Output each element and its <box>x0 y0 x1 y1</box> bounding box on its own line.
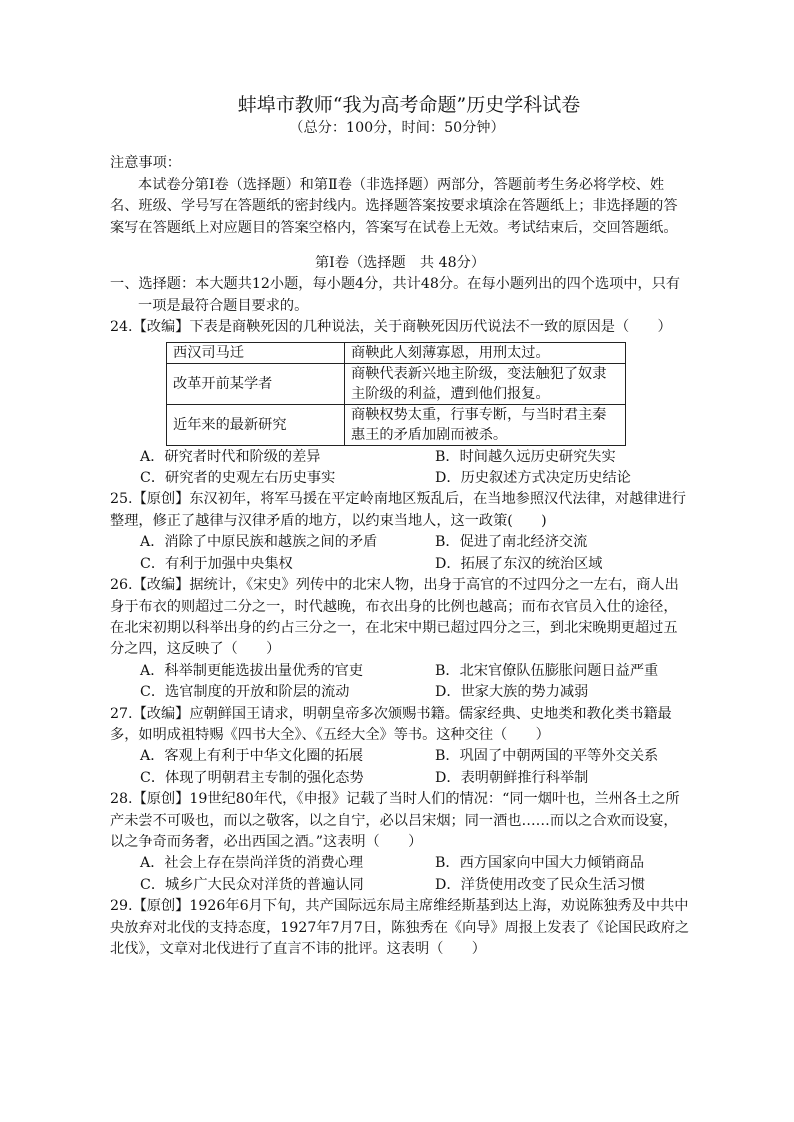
option-a: A．社会上存在崇尚洋货的消费心理 <box>140 855 364 872</box>
question-text: 28.【原创】19世纪80年代，《申报》记载了当时人们的情况：“同一烟叶也，兰州各土之所产未尝不可吸也，而以之敬客，以之自宁，必以吕宋烟；同一酒也……而以之合欢而设宴，以之争奇而务奢，必出西国之酒。”这表明（ ） <box>110 791 680 850</box>
option-b: B．西方国家向中国大力倾销商品 <box>435 855 645 872</box>
exam-page <box>110 92 690 960</box>
death-cause-table <box>166 342 626 446</box>
options <box>140 661 690 704</box>
notice-body: 本试卷分第Ⅰ卷（选择题）和第Ⅱ卷（非选择题）两部分，答题前考生务必将学校、姓名、班级、学号写在答题纸的密封线内。选择题答案按要求填涂在答题纸上；非选择题的答案写在答题纸上对应题目的答案空格内，答案写在试卷上无效。考试结束后，交回答题纸。 <box>110 176 678 236</box>
notice-heading: 注意事项： <box>110 155 181 172</box>
question-text: 26.【改编】据统计，《宋史》列传中的北宋人物，出身于高官的不过四分之一左右，商人出身于布衣的则超过二分之一，时代越晚，布衣出身的比例也越高；而布衣官员入仕的途径，在北宋初期以科举出身的约占三分之一，在北宋中期已超过四分之三，到北宋晚期更超过五分之四，这反映了（ ） <box>110 577 679 658</box>
page-title: 蚌埠市教师“我为高考命题”历史学科试卷 <box>237 94 581 116</box>
question-24 <box>110 317 690 489</box>
table-cell: 改革开前某学者 <box>167 363 345 404</box>
option-c: C．体现了明朝君主专制的强化态势 <box>140 769 364 786</box>
section-title: 第Ⅰ卷（选择题 共 48分） <box>314 255 486 272</box>
option-a: A．科举制更能选拔出量优秀的官吏 <box>140 662 364 679</box>
option-b: B．北宋官僚队伍膨胀问题日益严重 <box>435 662 659 679</box>
options <box>140 853 690 896</box>
section-instruction: 一、选择题：本大题共12小题，每小题4分，共计48分。在每小题列出的四个选项中，只有一项是最符合题目要求的。 <box>110 276 681 314</box>
option-b: B．促进了南北经济交流 <box>435 534 588 551</box>
table-cell: 商鞅权势太重，行事专断，与当时君主秦惠王的矛盾加剧而被杀。 <box>345 404 626 445</box>
option-a: A．研究者时代和阶级的差异 <box>140 448 321 465</box>
question-number: 28. <box>110 791 133 808</box>
question-27 <box>110 704 690 790</box>
options <box>140 746 690 789</box>
table-row <box>167 363 626 404</box>
question-29 <box>110 896 690 960</box>
question-28 <box>110 789 690 896</box>
question-text: 29.【原创】1926年6月下旬，共产国际远东局主席维经斯基到达上海，劝说陈独秀及中共中央放弃对北伐的支持态度，1927年7月7日，陈独秀在《向导》周报上发表了《论国民政府之北伐》，文章对北伐进行了直言不讳的批评。这表明（ ） <box>110 898 690 957</box>
question-text: 24.【改编】下表是商鞅死因的几种说法，关于商鞅死因历代说法不一致的原因是（ ） <box>110 319 672 336</box>
option-c: C．研究者的史观左右历史事实 <box>140 470 336 487</box>
question-number: 24. <box>110 319 133 336</box>
question-25 <box>110 489 690 575</box>
page-subtitle: （总分：100分，时间：50分钟） <box>289 120 505 136</box>
option-d: D．历史叙述方式决定历史结论 <box>435 470 631 487</box>
option-d: D．洋货使用改变了民众生活习惯 <box>435 876 646 893</box>
option-c: C．选官制度的开放和阶层的流动 <box>140 684 350 701</box>
option-d: D．世家大族的势力减弱 <box>435 684 589 701</box>
question-text: 27.【改编】应朝鲜国王请求，明朝皇帝多次颁赐书籍。儒家经典、史地类和教化类书籍最多，如明成祖特赐《四书大全》、《五经大全》等书。这种交往（ ） <box>110 705 672 743</box>
question-number: 29. <box>110 898 133 915</box>
option-d: D．表明朝鲜推行科举制 <box>435 769 589 786</box>
options <box>140 532 690 575</box>
table-cell: 西汉司马迁 <box>167 342 345 363</box>
option-c: C．城乡广大民众对洋货的普遍认同 <box>140 876 364 893</box>
options <box>140 447 690 490</box>
question-number: 26. <box>110 577 133 594</box>
option-a: A．客观上有利于中华文化圈的拓展 <box>140 748 364 765</box>
option-d: D．拓展了东汉的统治区域 <box>435 555 603 572</box>
table-cell: 近年来的最新研究 <box>167 404 345 445</box>
question-text: 25.【原创】东汉初年，将军马援在平定岭南地区叛乱后，在当地参照汉代法律，对越律进行整理，修正了越律与汉律矛盾的地方，以约束当地人，这一政策( ) <box>110 491 686 529</box>
table-cell: 商鞅此人刻薄寡恩，用刑太过。 <box>345 342 626 363</box>
table-row <box>167 404 626 445</box>
option-b: B．时间越久远历史研究失实 <box>435 448 616 465</box>
option-a: A．消除了中原民族和越族之间的矛盾 <box>140 534 378 551</box>
table-row <box>167 342 626 363</box>
question-26 <box>110 575 690 703</box>
option-b: B．巩固了中朝两国的平等外交关系 <box>435 748 659 765</box>
table-cell: 商鞅代表新兴地主阶级，变法触犯了奴隶主阶级的利益，遭到他们报复。 <box>345 363 626 404</box>
question-number: 27. <box>110 705 133 722</box>
question-number: 25. <box>110 491 133 508</box>
option-c: C．有利于加强中央集权 <box>140 555 293 572</box>
